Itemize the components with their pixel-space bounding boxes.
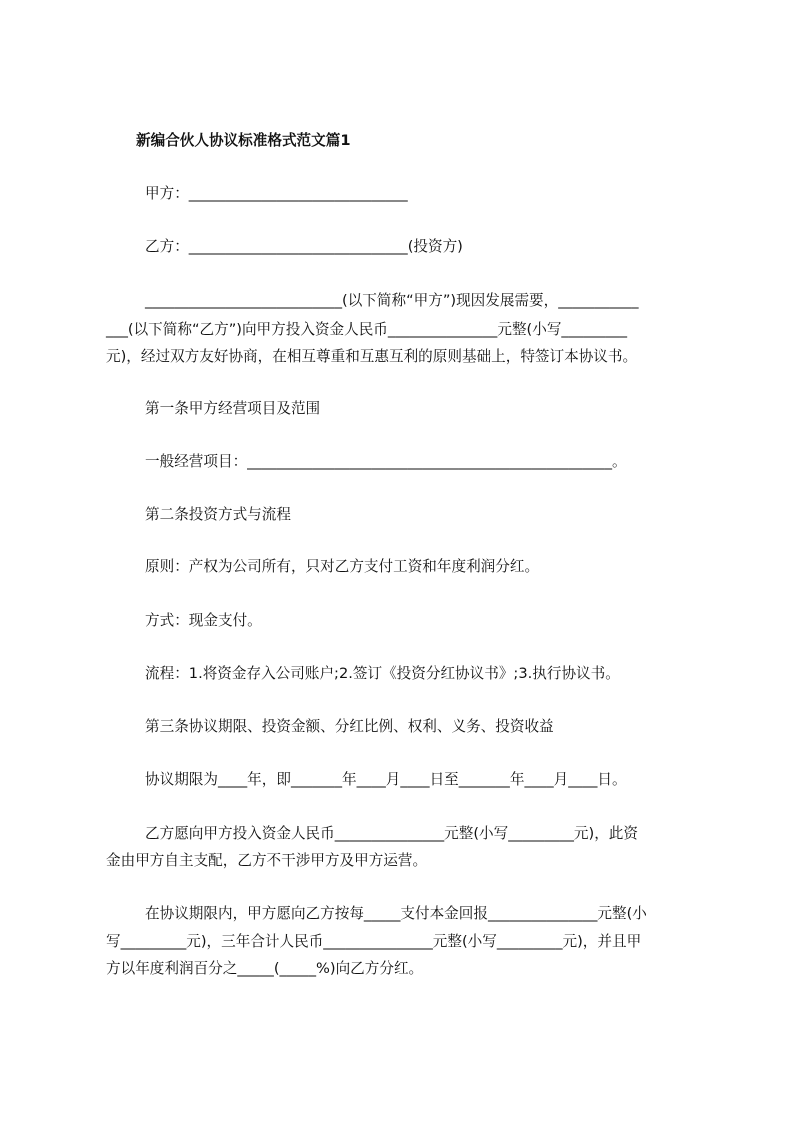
principle-line: 原则：产权为公司所有，只对乙方支付工资和年度利润分红。 [145, 558, 540, 575]
party-b-line: 乙方：______________________________(投资方) [145, 238, 463, 255]
investment-line-2: 金由甲方自主支配，乙方不干涉甲方及甲方运营。 [106, 852, 428, 869]
intro-line-2: ___(以下简称“乙方”)向甲方投入资金人民币_______________元整(小写_________ [106, 321, 628, 338]
article-3-heading: 第三条协议期限、投资金额、分红比例、权利、义务、投资收益 [145, 718, 554, 735]
return-line-2: 写_________元)，三年合计人民币_______________元整(小写_________元)，并且甲 [106, 933, 642, 950]
investment-line-1: 乙方愿向甲方投入资金人民币_______________元整(小写_________元)，此资 [145, 825, 638, 842]
return-line-3: 方以年度利润百分之_____(_____%)向乙方分红。 [106, 960, 424, 977]
article-1-heading: 第一条甲方经营项目及范围 [145, 400, 321, 417]
process-line: 流程：1.将资金存入公司账户;2.签订《投资分红协议书》;3.执行协议书。 [145, 665, 620, 682]
intro-line-1: ___________________________(以下简称“甲方”)现因发展需要，___________ [145, 292, 639, 309]
party-a-line: 甲方：______________________________ [145, 185, 408, 202]
intro-line-3: 元)，经过双方友好协商，在相互尊重和互惠互利的原则基础上，特签订本协议书。 [106, 348, 638, 365]
method-line: 方式：现金支付。 [145, 612, 262, 629]
business-scope-line: 一般经营项目：__________________________________________________。 [145, 453, 627, 470]
return-line-1: 在协议期限内，甲方愿向乙方按每_____支付本金回报_______________元整(小 [145, 905, 647, 922]
article-2-heading: 第二条投资方式与流程 [145, 506, 291, 523]
document-title: 新编合伙人协议标准格式范文篇1 [136, 132, 351, 149]
term-line: 协议期限为____年，即_______年____月____日至_______年____月____日。 [145, 771, 627, 788]
